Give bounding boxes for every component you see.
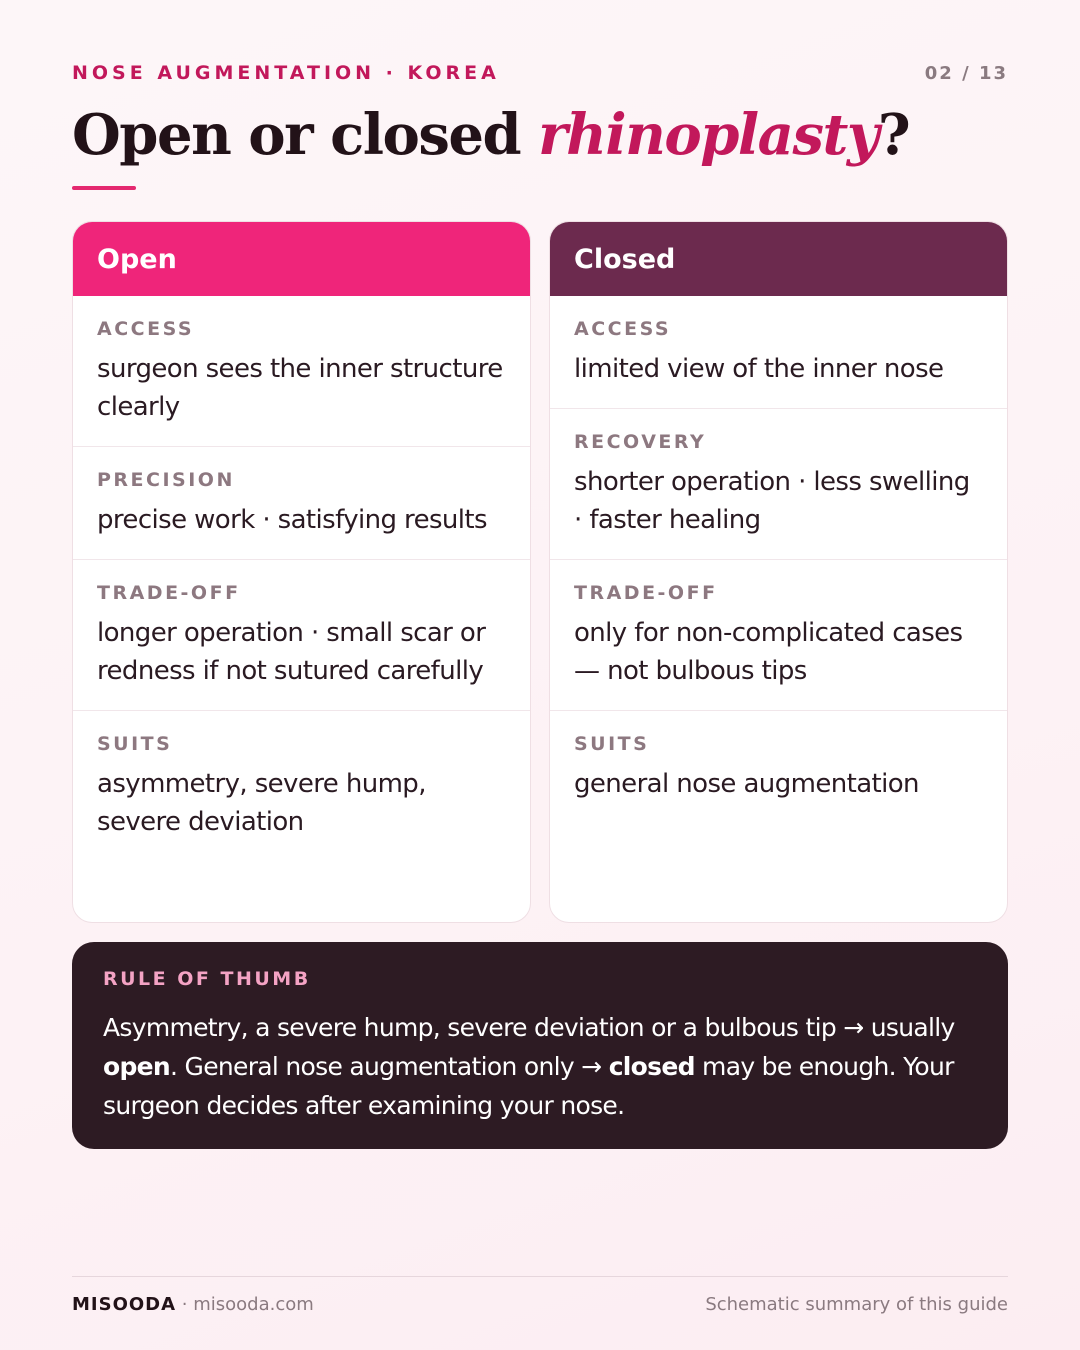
row-label: SUITS: [97, 733, 173, 755]
row-text: only for non-complicated cases — not bulbous tips: [574, 618, 963, 686]
rule-text-part: may be enough. Your surgeon decides after examining your nose.: [103, 1052, 954, 1120]
title-accent: rhinoplasty: [538, 102, 878, 168]
row-text: longer operation · small scar or redness if not sutured carefully: [97, 618, 486, 686]
title-start: Open or closed: [72, 102, 539, 168]
row-text: precise work · satisfying results: [97, 505, 487, 535]
row-text: limited view of the inner nose: [574, 354, 944, 384]
rule-of-thumb-box: [72, 942, 1008, 1149]
row-label: RECOVERY: [574, 431, 707, 453]
closed-row-suits: [550, 711, 1007, 823]
brand-domain-link[interactable]: misooda.com: [193, 1294, 314, 1315]
row-label: ACCESS: [97, 318, 195, 340]
rule-text-part: Asymmetry, a severe hump, severe deviation or a bulbous tip → usually: [103, 1013, 955, 1042]
closed-row-trade-off: [550, 560, 1007, 711]
footer-brand-group: [72, 1294, 314, 1315]
row-label: TRADE-OFF: [574, 582, 718, 604]
page-number: 02 / 13: [924, 62, 1008, 84]
footer: [72, 1294, 1008, 1315]
rule-text-open: open: [103, 1052, 171, 1081]
closed-card: [549, 221, 1008, 923]
rule-of-thumb-label: RULE OF THUMB: [103, 968, 311, 990]
closed-row-access: [550, 296, 1007, 409]
footer-note: Schematic summary of this guide: [705, 1294, 1008, 1315]
open-row-access: [73, 296, 530, 447]
row-label: ACCESS: [574, 318, 672, 340]
row-label: TRADE-OFF: [97, 582, 241, 604]
open-row-trade-off: [73, 560, 530, 711]
page: [72, 0, 1008, 1350]
closed-row-recovery: [550, 409, 1007, 560]
rule-text-part: . General nose augmentation only →: [170, 1052, 609, 1081]
row-text: asymmetry, severe hump, severe deviation: [97, 769, 426, 837]
footer-separator: ·: [176, 1294, 194, 1315]
row-text: shorter operation · less swelling · faster healing: [574, 467, 970, 535]
row-label: PRECISION: [97, 469, 235, 491]
title-underline: [72, 186, 136, 190]
open-card: [72, 221, 531, 923]
brand-name: MISOODA: [72, 1294, 177, 1315]
closed-card-heading: Closed: [550, 222, 1007, 296]
row-text: surgeon sees the inner structure clearly: [97, 354, 503, 422]
page-title: [72, 102, 909, 168]
rule-of-thumb-text: [103, 1008, 977, 1125]
eyebrow: NOSE AUGMENTATION · KOREA: [72, 62, 500, 84]
open-row-suits: [73, 711, 530, 861]
header-row: [72, 62, 1008, 84]
open-card-heading: Open: [73, 222, 530, 296]
row-text: general nose augmentation: [574, 769, 919, 799]
title-end: ?: [877, 102, 910, 168]
open-row-precision: [73, 447, 530, 560]
rule-text-closed: closed: [608, 1052, 695, 1081]
footer-divider: [72, 1276, 1008, 1277]
row-label: SUITS: [574, 733, 650, 755]
